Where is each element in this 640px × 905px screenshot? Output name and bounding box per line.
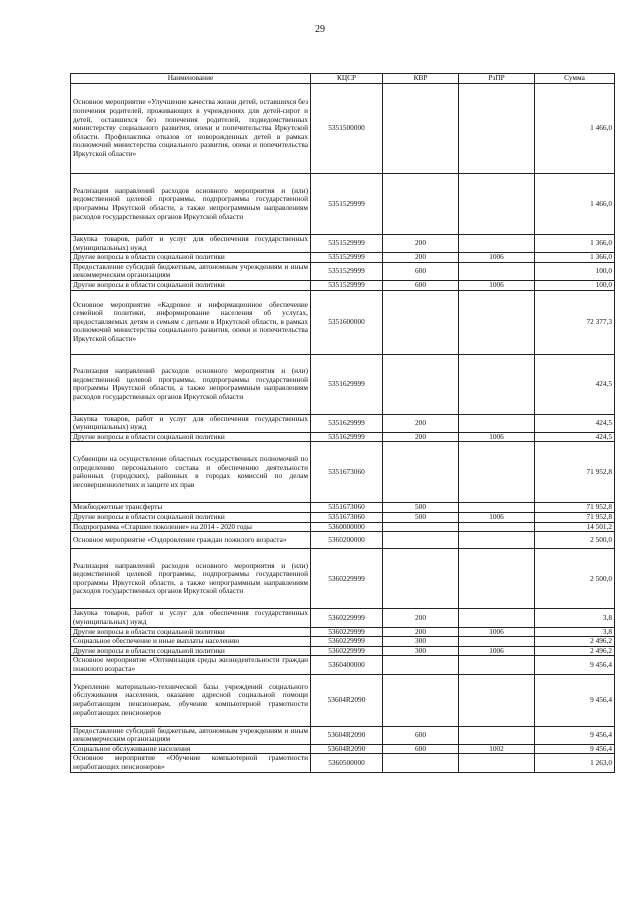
- row-kcsr: 5351529999: [311, 235, 383, 253]
- row-kvr: 200: [383, 609, 459, 627]
- row-kvr: [383, 84, 459, 174]
- row-rzpr: [459, 754, 535, 772]
- row-kvr: 600: [383, 744, 459, 754]
- row-sum: 2 496,2: [535, 637, 615, 647]
- row-sum: 1 366,0: [535, 253, 615, 263]
- row-kvr: 500: [383, 503, 459, 513]
- row-sum: 2 496,2: [535, 646, 615, 656]
- table-row: [71, 674, 615, 726]
- row-sum: 1 466,0: [535, 84, 615, 174]
- row-sum: 100,0: [535, 281, 615, 291]
- table-row: [71, 414, 615, 432]
- row-kcsr: 5351600000: [311, 290, 383, 354]
- row-rzpr: [459, 262, 535, 280]
- header-kcsr: КЦСР: [311, 74, 383, 84]
- table-row: [71, 532, 615, 549]
- row-kcsr: 5351629999: [311, 354, 383, 414]
- table-row: [71, 174, 615, 235]
- table-row: [71, 84, 615, 174]
- row-sum: 71 952,8: [535, 442, 615, 503]
- row-rzpr: 1006: [459, 627, 535, 637]
- row-sum: 71 952,8: [535, 503, 615, 513]
- table-header-row: [71, 74, 615, 84]
- row-rzpr: [459, 522, 535, 532]
- row-kcsr: 5351529999: [311, 262, 383, 280]
- row-kcsr: 5360500000: [311, 754, 383, 772]
- row-name: Основное мероприятие «Оптимизация среды жизнедеятельности граждан пожилого возраста»: [71, 656, 311, 674]
- row-sum: 14 501,2: [535, 522, 615, 532]
- header-sum: Сумма: [535, 74, 615, 84]
- row-name: Предоставление субсидий бюджетным, автономным учреждениям и иным некоммерческим организациям: [71, 262, 311, 280]
- row-rzpr: [459, 609, 535, 627]
- row-kcsr: 5351500000: [311, 84, 383, 174]
- row-kcsr: 5360200000: [311, 532, 383, 549]
- row-sum: 424,5: [535, 414, 615, 432]
- row-rzpr: 1002: [459, 744, 535, 754]
- table-row: [71, 290, 615, 354]
- table-row: [71, 442, 615, 503]
- row-sum: 1 466,0: [535, 174, 615, 235]
- row-rzpr: 1006: [459, 513, 535, 523]
- row-kcsr: 5351529999: [311, 281, 383, 291]
- row-sum: 424,5: [535, 354, 615, 414]
- row-name: Другие вопросы в области социальной политики: [71, 646, 311, 656]
- row-name: Подпрограмма «Старшее поколение» на 2014 - 2020 годы: [71, 522, 311, 532]
- row-name: Другие вопросы в области социальной политики: [71, 281, 311, 291]
- row-kcsr: 5351673060: [311, 503, 383, 513]
- row-kcsr: 5360000000: [311, 522, 383, 532]
- row-sum: 2 500,0: [535, 532, 615, 549]
- row-rzpr: [459, 503, 535, 513]
- row-name: Реализация направлений расходов основного мероприятия и (или) ведомственной целевой программы, подпрограммы государственной программы Иркутской области, а также непрограммным направлениям расходов государственных органов Иркутской области: [71, 174, 311, 235]
- row-name: Реализация направлений расходов основного мероприятия и (или) ведомственной целевой программы, подпрограммы государственной программы Иркутской области, а также непрограммным направлениям расходов государственных органов Иркутской области: [71, 549, 311, 609]
- table-row: [71, 726, 615, 744]
- row-kvr: 200: [383, 627, 459, 637]
- row-rzpr: [459, 354, 535, 414]
- row-name: Субвенции на осуществление областных государственных полномочий по определению персонального состава и обеспечению деятельности районных (городских), районных в городах комиссий по делам несовершеннолетних и защите их прав: [71, 442, 311, 503]
- row-rzpr: 1006: [459, 432, 535, 442]
- row-name: Реализация направлений расходов основного мероприятия и (или) ведомственной целевой программы, подпрограммы государственной программы Иркутской области, а также непрограммным направлениям расходов государственных органов Иркутской области: [71, 354, 311, 414]
- row-kvr: 300: [383, 637, 459, 647]
- row-name: Другие вопросы в области социальной политики: [71, 513, 311, 523]
- header-rzpr: РзПР: [459, 74, 535, 84]
- row-rzpr: [459, 235, 535, 253]
- row-name: Закупка товаров, работ и услуг для обеспечения государственных (муниципальных) нужд: [71, 609, 311, 627]
- row-kcsr: 53604R2090: [311, 726, 383, 744]
- row-sum: 1 263,0: [535, 754, 615, 772]
- row-name: Социальное обеспечение и иные выплаты населению: [71, 637, 311, 647]
- table-row: [71, 637, 615, 647]
- row-sum: 1 366,0: [535, 235, 615, 253]
- row-kvr: 300: [383, 646, 459, 656]
- row-rzpr: [459, 656, 535, 674]
- row-name: Основное мероприятие «Кадровое и информационное обеспечение семейной политики, информирование населения об услугах, предоставляемых детям и семьям с детьми в Иркутской области, в рамках полномочий министерства социального развития, опеки и попечительства Иркутской области»: [71, 290, 311, 354]
- row-kvr: [383, 532, 459, 549]
- row-kvr: [383, 354, 459, 414]
- row-kcsr: 5351629999: [311, 414, 383, 432]
- table-row: [71, 627, 615, 637]
- table-row: [71, 262, 615, 280]
- row-name: Другие вопросы в области социальной политики: [71, 432, 311, 442]
- row-kvr: 200: [383, 414, 459, 432]
- row-sum: 3,8: [535, 609, 615, 627]
- header-kvr: КВР: [383, 74, 459, 84]
- row-rzpr: [459, 414, 535, 432]
- table-row: [71, 549, 615, 609]
- row-name: Другие вопросы в области социальной политики: [71, 253, 311, 263]
- row-kcsr: 5360229999: [311, 627, 383, 637]
- table-row: [71, 646, 615, 656]
- row-rzpr: [459, 290, 535, 354]
- row-name: Межбюджетные трансферты: [71, 503, 311, 513]
- table-row: [71, 656, 615, 674]
- row-rzpr: 1006: [459, 253, 535, 263]
- table-row: [71, 744, 615, 754]
- row-kvr: [383, 656, 459, 674]
- page-number: 29: [315, 24, 325, 35]
- row-name: Другие вопросы в области социальной политики: [71, 627, 311, 637]
- row-rzpr: [459, 674, 535, 726]
- row-kvr: [383, 754, 459, 772]
- row-kvr: 600: [383, 726, 459, 744]
- table-row: [71, 513, 615, 523]
- row-sum: 9 456,4: [535, 744, 615, 754]
- row-sum: 3,8: [535, 627, 615, 637]
- row-kcsr: 5360400000: [311, 656, 383, 674]
- table-row: [71, 754, 615, 772]
- table-row: [71, 354, 615, 414]
- row-kcsr: 5351529999: [311, 174, 383, 235]
- row-kcsr: 5351629999: [311, 432, 383, 442]
- row-name: Основное мероприятие «Оздоровление граждан пожилого возраста»: [71, 532, 311, 549]
- row-sum: 424,5: [535, 432, 615, 442]
- row-rzpr: [459, 532, 535, 549]
- row-rzpr: [459, 549, 535, 609]
- row-sum: 9 456,4: [535, 674, 615, 726]
- table-row: [71, 522, 615, 532]
- row-kvr: 200: [383, 235, 459, 253]
- row-kvr: [383, 174, 459, 235]
- table-row: [71, 432, 615, 442]
- row-kcsr: 5351529999: [311, 253, 383, 263]
- table-row: [71, 503, 615, 513]
- table-row: [71, 609, 615, 627]
- row-name: Предоставление субсидий бюджетным, автономным учреждениям и иным некоммерческим организациям: [71, 726, 311, 744]
- row-kcsr: 53604R2090: [311, 674, 383, 726]
- row-sum: 2 500,0: [535, 549, 615, 609]
- row-rzpr: 1006: [459, 281, 535, 291]
- row-kcsr: 53604R2090: [311, 744, 383, 754]
- table-row: [71, 235, 615, 253]
- table-row: [71, 281, 615, 291]
- row-kvr: [383, 442, 459, 503]
- row-kvr: [383, 549, 459, 609]
- row-kcsr: 5360229999: [311, 549, 383, 609]
- row-kcsr: 5360229999: [311, 646, 383, 656]
- row-name: Укрепление материально-технической базы учреждений социального обслуживания населения, оказание адресной социальной помощи неработающим пенсионерам, обучение компьютерной грамотности неработающих пенсионеров: [71, 674, 311, 726]
- row-kcsr: 5360229999: [311, 609, 383, 627]
- row-name: Социальное обслуживание населения: [71, 744, 311, 754]
- row-rzpr: [459, 726, 535, 744]
- row-name: Основное мероприятие «Обучение компьютерной грамотности неработающих пенсионеров»: [71, 754, 311, 772]
- row-kvr: 600: [383, 281, 459, 291]
- budget-table: [70, 73, 615, 773]
- row-name: Закупка товаров, работ и услуг для обеспечения государственных (муниципальных) нужд: [71, 414, 311, 432]
- row-name: Основное мероприятие «Улучшение качества жизни детей, оставшихся без попечения родителей, проживающих в учреждениях для детей-сирот и детей, оставшихся без попечения родителей, подведомственных министерству социального развития, опеки и попечительства Иркутской области. Профилактика отказов от новорожденных детей в рамках полномочий министерства социального развития, опеки и попечительства Иркутской области»: [71, 84, 311, 174]
- row-sum: 9 456,4: [535, 726, 615, 744]
- row-kvr: [383, 522, 459, 532]
- row-sum: 9 456,4: [535, 656, 615, 674]
- row-sum: 71 952,8: [535, 513, 615, 523]
- row-rzpr: 1006: [459, 646, 535, 656]
- row-kvr: [383, 290, 459, 354]
- row-kvr: [383, 674, 459, 726]
- row-kcsr: 5351673060: [311, 513, 383, 523]
- row-kvr: 200: [383, 253, 459, 263]
- row-rzpr: [459, 174, 535, 235]
- row-rzpr: [459, 84, 535, 174]
- table-row: [71, 253, 615, 263]
- row-kcsr: 5351673060: [311, 442, 383, 503]
- header-name: Наименование: [71, 74, 311, 84]
- row-kcsr: 5360229999: [311, 637, 383, 647]
- row-rzpr: [459, 442, 535, 503]
- row-kvr: 200: [383, 432, 459, 442]
- row-sum: 72 377,3: [535, 290, 615, 354]
- row-sum: 100,0: [535, 262, 615, 280]
- row-name: Закупка товаров, работ и услуг для обеспечения государственных (муниципальных) нужд: [71, 235, 311, 253]
- row-rzpr: [459, 637, 535, 647]
- row-kvr: 500: [383, 513, 459, 523]
- row-kvr: 600: [383, 262, 459, 280]
